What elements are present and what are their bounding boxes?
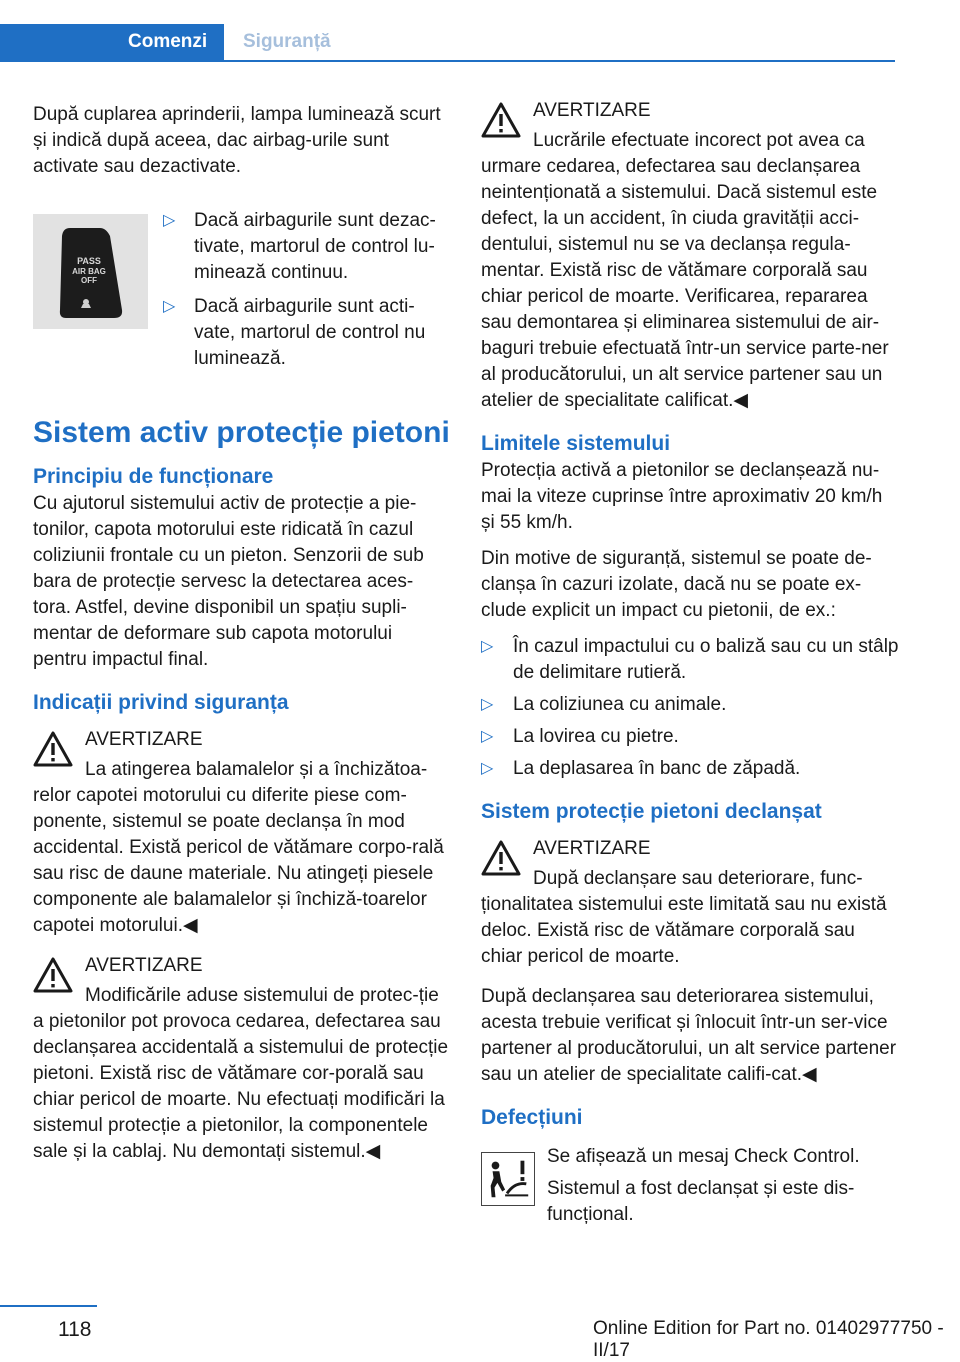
warning-text: La atingerea balamalelor și a închizătoa-relor capotei motorului cu diferite piese com-ponente, sistemul se poate declanșa în mod accidental. Există pericol de vătămare corpo-rală sau risc de daune materiale. Nu atingeți piesele componente ale balamalelor și închiză-toarelor capotei motorului.◀: [33, 759, 444, 936]
list-triangle-icon: ▷: [163, 212, 176, 229]
header-tabbar: [0, 24, 895, 62]
warning-text: După declanșare sau deteriorare, func-ționalitatea sistemului este limitată sau nu există deloc. Există risc de vătămare corporală sau chiar pericol de moarte.: [481, 868, 887, 967]
limits-list: [481, 634, 899, 782]
svg-text:AIR BAG: AIR BAG: [71, 266, 106, 276]
section-title: Sistem activ protecție pietoni: [33, 416, 450, 449]
warning-triangle-icon: [481, 102, 521, 138]
tab-comenzi[interactable]: Comenzi: [0, 24, 224, 60]
principle-paragraph: Cu ajutorul sistemului activ de protecție a pie-tonilor, capota motorului este ridicată în cazul coliziunii frontale cu un pieton. Senzorii de sub bara de protecție servesc la detectarea aces-tora. Astfel, devine disponibil un spațiu supli-mentar de deformare sub capota motorului pentru impactul final.: [33, 493, 424, 670]
list-item: ▷ Dacă airbagurile sunt acti-vate, martorul de control nu luminează.: [163, 296, 426, 369]
warning-block: [481, 98, 899, 414]
faults-line-2: Sistemul a fost declanșat și este dis-funcțional.: [547, 1178, 855, 1225]
warning-triangle-icon: [33, 731, 73, 767]
triggered-paragraph: După declanșarea sau deteriorarea sistemului, acesta trebuie verificat și înlocuit într-un ser-vice partener al producătorului, un alt service partener sau un atelier de specialitate califi-cat.◀: [481, 986, 897, 1085]
svg-text:PASS: PASS: [76, 255, 101, 266]
page-number: 118: [58, 1318, 92, 1341]
warning-title: AVERTIZARE: [533, 100, 651, 121]
list-item: ▷ În cazul impactului cu o baliză sau cu un stâlp de delimitare rutieră.: [481, 636, 899, 683]
warning-block: [481, 836, 899, 970]
indicator-list: [163, 208, 451, 380]
warning-block: [33, 953, 451, 1165]
footer-rule: [0, 1305, 97, 1307]
list-item: ▷ La coliziunea cu animale.: [481, 692, 899, 718]
limits-heading: Limitele sistemului: [481, 432, 671, 455]
edition-text: Online Edition for Part no. 01402977750 - II/17: [593, 1318, 944, 1361]
right-column: [481, 98, 899, 1234]
list-item: ▷ La lovirea cu pietre.: [481, 724, 899, 750]
warning-triangle-icon: [33, 957, 73, 993]
limits-paragraph-2: Din motive de siguranță, sistemul se poate de-clanșa în cazuri izolate, dacă nu se poate ex-clude explicit un impact cu pietonii, de ex.:: [481, 548, 872, 621]
limits-paragraph-1: Protecția activă a pietonilor se declanșează nu-mai la viteze cuprinse între aproximativ 20 km/h și 55 km/h.: [481, 460, 883, 533]
warning-triangle-icon: [481, 840, 521, 876]
airbag-indicator-block: [33, 208, 451, 386]
warning-block: [33, 727, 451, 939]
triggered-heading: Sistem protecție pietoni declanșat: [481, 800, 822, 823]
list-triangle-icon: ▷: [481, 638, 494, 655]
list-item: ▷ Dacă airbagurile sunt dezac-tivate, martorul de control lu-minează continuu.: [163, 210, 436, 283]
safety-heading: Indicații privind siguranța: [33, 691, 289, 714]
list-triangle-icon: ▷: [481, 696, 494, 713]
warning-title: AVERTIZARE: [85, 955, 203, 976]
intro-paragraph: După cuplarea aprinderii, lampa luminează scurt și indică după aceea, dac airbag-urile sunt activate sau dezactivate.: [33, 104, 441, 177]
left-column: [33, 102, 451, 1179]
list-triangle-icon: ▷: [163, 298, 176, 315]
list-triangle-icon: ▷: [481, 728, 494, 745]
faults-block: [481, 1144, 899, 1228]
warning-text: Lucrările efectuate incorect pot avea ca urmare cedarea, defectarea sau declanșarea neintenționată a sistemului. Dacă sistemul este defect, la un accident, în ciuda gravității acci-dentului, sistemul nu se va declanșa regula-mentar. Există risc de vătămare corporală sau chiar pericol de moarte. Verificarea, repararea sau demontarea și eliminarea sistemului de air-baguri trebuie efectuată într-un service parte-ner al producătorului, un alt service partener sau un atelier de specialitate calificat.◀: [481, 130, 889, 411]
warning-title: AVERTIZARE: [533, 838, 651, 859]
list-triangle-icon: ▷: [481, 760, 494, 777]
faults-heading: Defecțiuni: [481, 1106, 583, 1129]
pedestrian-protection-fault-icon: [481, 1152, 535, 1206]
principle-heading: Principiu de funcționare: [33, 465, 274, 488]
svg-text:OFF: OFF: [80, 275, 97, 285]
airbag-indicator-image: [33, 214, 148, 329]
faults-line-1: Se afișează un mesaj Check Control.: [547, 1146, 860, 1167]
tab-siguranta[interactable]: Siguranță: [243, 31, 331, 52]
warning-title: AVERTIZARE: [85, 729, 203, 750]
warning-text: Modificările aduse sistemului de protec-ție a pietonilor pot provoca cedarea, defectarea sau declanșarea accidentală a sistemului de protecție pietoni. Există risc de vătămare cor-porală sau chiar pericol de moarte. Nu efectuați modificări la sistemul protecție a pietonilor, la componentele sale și la cablaj. Nu demontați sistemul.◀: [33, 985, 449, 1162]
list-item: ▷ La deplasarea în banc de zăpadă.: [481, 756, 899, 782]
